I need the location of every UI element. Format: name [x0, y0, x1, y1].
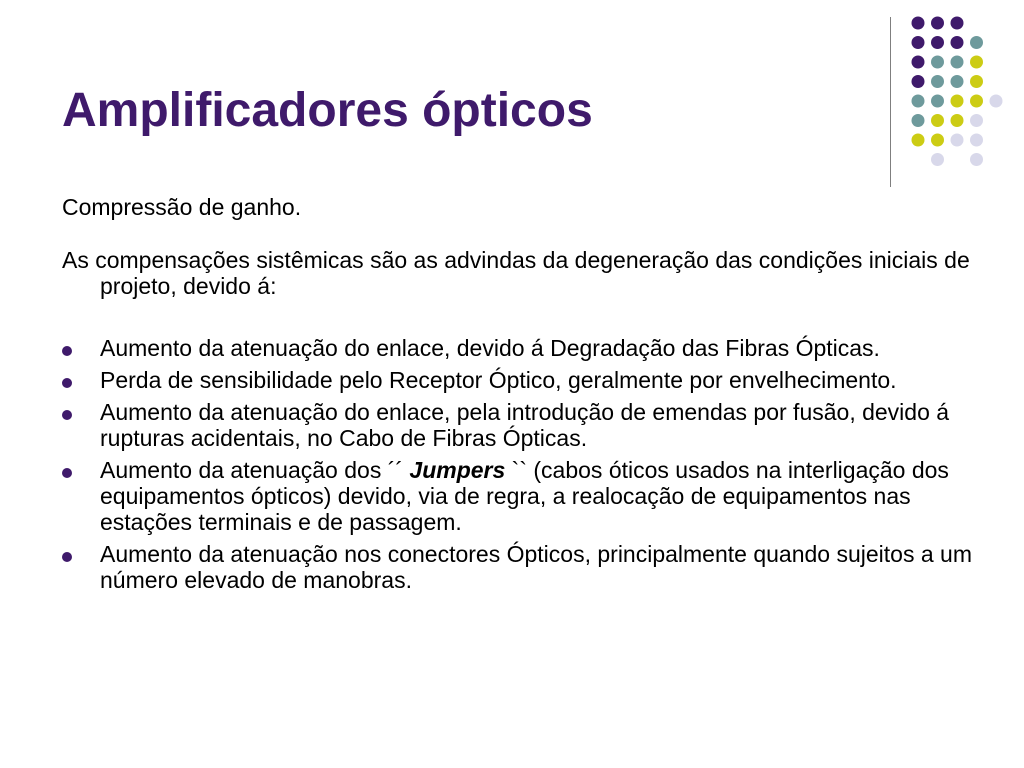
- bullet-dot-icon: [62, 346, 72, 356]
- bullet-item: [62, 335, 972, 361]
- bullet-dot-icon: [62, 552, 72, 562]
- lavender-dot: [970, 134, 983, 147]
- bullet-item: [62, 367, 972, 393]
- teal-dot: [931, 95, 944, 108]
- slide-title: Amplificadores ópticos: [62, 84, 593, 137]
- lavender-dot: [970, 153, 983, 166]
- purple-dot: [931, 17, 944, 30]
- bullet-text: Aumento da atenuação do enlace, pela introdução de emendas por fusão, devido á rupturas acidentais, no Cabo de Fibras Ópticas.: [100, 399, 950, 451]
- bullet-dot-icon: [62, 378, 72, 388]
- teal-dot: [951, 75, 964, 88]
- dot-grid-decoration: [0, 0, 1024, 200]
- bullet-list: [62, 335, 972, 593]
- purple-dot: [912, 56, 925, 69]
- yellow-dot: [912, 134, 925, 147]
- yellow-dot: [970, 56, 983, 69]
- bullet-emphasis: Jumpers: [409, 457, 506, 483]
- bullet-text: Aumento da atenuação dos ´´: [100, 457, 410, 483]
- slide-body: [62, 194, 972, 599]
- subtitle-paragraph: Compressão de ganho.: [62, 194, 302, 220]
- title-divider: [890, 17, 891, 187]
- purple-dot: [912, 75, 925, 88]
- teal-dot: [912, 114, 925, 127]
- lavender-dot: [951, 134, 964, 147]
- purple-dot: [912, 36, 925, 49]
- bullet-text: Aumento da atenuação do enlace, devido á Degradação das Fibras Ópticas.: [100, 335, 880, 361]
- bullet-text: `` (cabos óticos usados na interligação dos equipamentos ópticos) devido, via de regra, a realocação de equipamentos nas estações terminais e de passagem.: [100, 457, 949, 535]
- purple-dot: [931, 36, 944, 49]
- yellow-dot: [970, 95, 983, 108]
- teal-dot: [970, 36, 983, 49]
- teal-dot: [951, 56, 964, 69]
- bullet-item: [62, 457, 972, 535]
- bullet-text: Aumento da atenuação nos conectores Ópticos, principalmente quando sujeitos a um número elevado de manobras.: [100, 541, 972, 593]
- lavender-dot: [931, 153, 944, 166]
- teal-dot: [931, 56, 944, 69]
- purple-dot: [951, 17, 964, 30]
- yellow-dot: [931, 134, 944, 147]
- yellow-dot: [951, 95, 964, 108]
- purple-dot: [951, 36, 964, 49]
- yellow-dot: [931, 114, 944, 127]
- bullet-text: Perda de sensibilidade pelo Receptor Óptico, geralmente por envelhecimento.: [100, 367, 897, 393]
- lavender-dot: [970, 114, 983, 127]
- purple-dot: [912, 17, 925, 30]
- bullet-dot-icon: [62, 468, 72, 478]
- teal-dot: [931, 75, 944, 88]
- lavender-dot: [990, 95, 1003, 108]
- yellow-dot: [951, 114, 964, 127]
- bullet-item: [62, 541, 972, 593]
- intro-paragraph: As compensações sistêmicas são as advindas da degeneração das condições iniciais de projeto, devido á:: [62, 247, 970, 299]
- bullet-dot-icon: [62, 410, 72, 420]
- teal-dot: [912, 95, 925, 108]
- bullet-item: [62, 399, 972, 451]
- yellow-dot: [970, 75, 983, 88]
